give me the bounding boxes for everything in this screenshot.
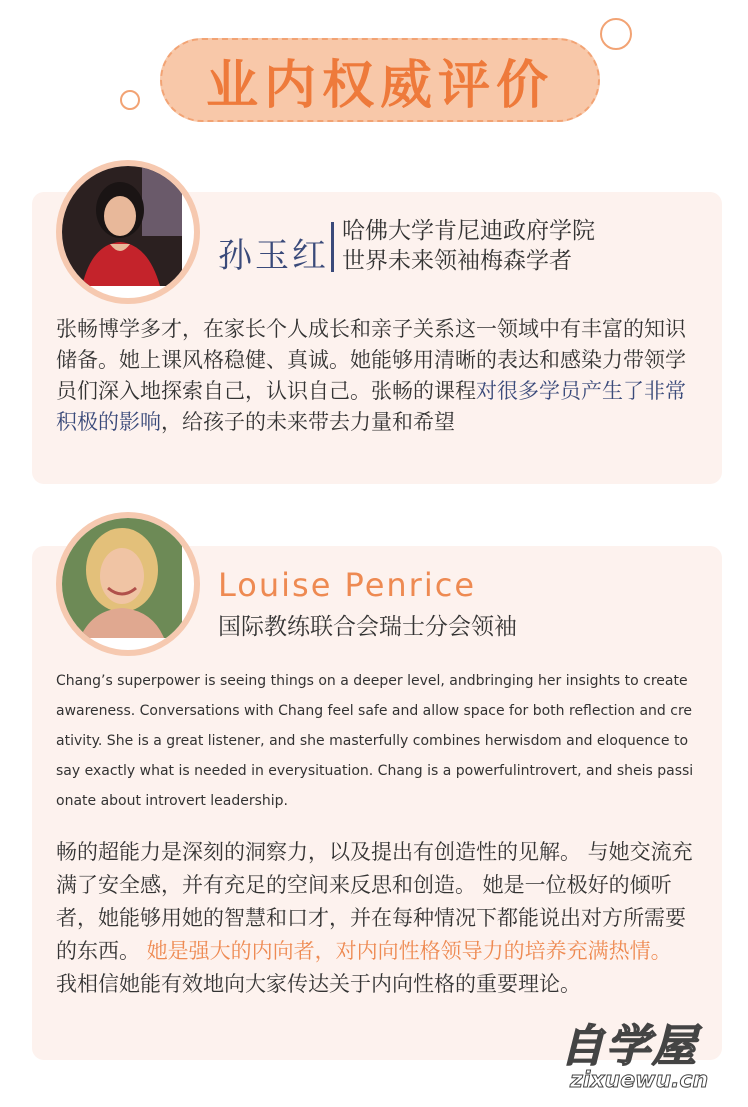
role-line: 世界未来领袖梅森学者: [342, 248, 572, 274]
decor-dot-right: [600, 18, 632, 50]
title-banner: [160, 38, 600, 122]
name-divider: [331, 222, 334, 272]
reviewer-name-2: Louise Penrice: [218, 566, 476, 604]
review-text: 我相信她能有效地向大家传达关于内向性格的重要理论。: [56, 972, 581, 996]
review-highlight: 对很多学员产生了非常积极的影响: [56, 379, 686, 434]
review-text: ，给孩子的未来带去力量和希望: [161, 410, 455, 434]
watermark-logo: 自学屋: [560, 1021, 698, 1072]
watermark-url: zixuewu.cn: [570, 1068, 709, 1093]
avatar-1: [56, 160, 200, 304]
portrait-woman-icon: [62, 166, 182, 286]
role-line: 哈佛大学肯尼迪政府学院: [342, 218, 595, 244]
page-title: 业内权威评价: [205, 55, 554, 116]
reviewer-name-1: 孙玉红: [218, 236, 329, 276]
portrait-woman-blonde-icon: [62, 518, 182, 638]
avatar-2: [56, 512, 200, 656]
reviewer-role-2: 国际教练联合会瑞士分会领袖: [218, 614, 517, 640]
review-highlight: 她是强大的内向者，对内向性格领导力的培养充满热情。: [146, 939, 672, 963]
review-text-english: Chang’s superpower is seeing things on a deeper level, andbringing her insights to create awareness. Conversations with Chang feel safe and allow space for both reflection and creativity. She is a great listener, and she masterfully combines herwisdom and eloquence to say exactly what is needed in everysituation. Chang is a powerfulintrovert, and sheis passionate about introvert leadership.: [56, 673, 694, 809]
review-text-1: [56, 314, 696, 438]
review-text: 张畅博学多才，在家长个人成长和亲子关系这一领域中有丰富的知识储备。她上课风格稳健、真诚。她能够用清晰的表达和感染力带领学员们深入地探索自己，认识自己。张畅的课程: [56, 317, 686, 403]
title-pill: [160, 38, 600, 122]
reviewer-role-1: [342, 216, 595, 276]
decor-dot-left: [120, 90, 140, 110]
review-text-2: [56, 836, 696, 1001]
review-text: 畅的超能力是深刻的洞察力，以及提出有创造性的见解。 与她交流充满了安全感，并有充足的空间来反思和创造。 她是一位极好的倾听者，她能够用她的智慧和口才，并在每种情况下都能说出对方所需要的东西。: [56, 840, 693, 963]
